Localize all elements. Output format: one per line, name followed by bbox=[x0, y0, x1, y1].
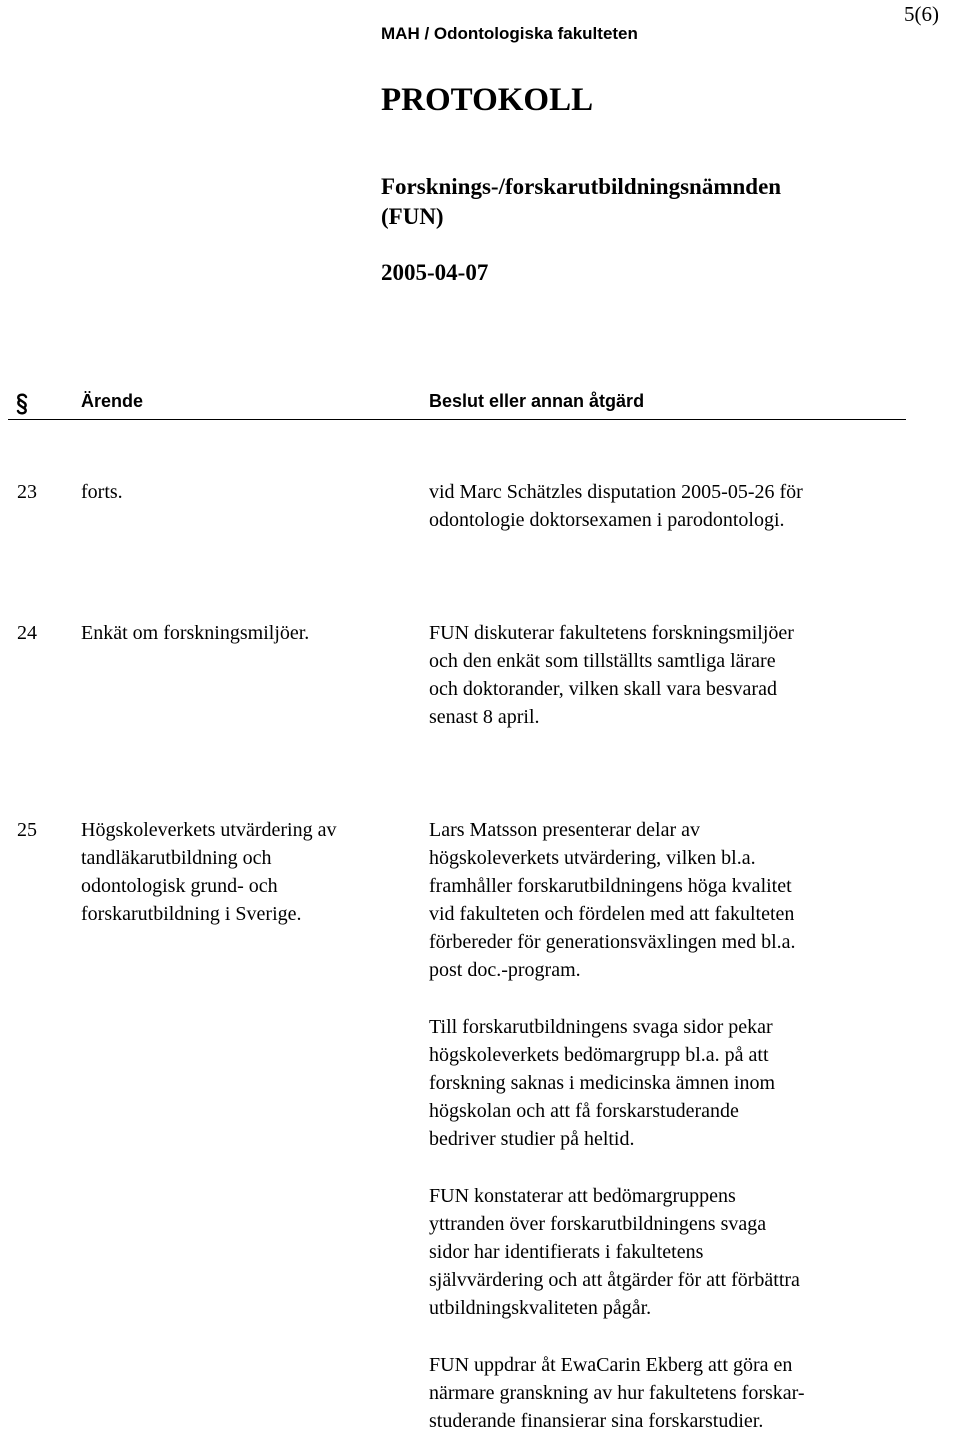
item-decision bbox=[429, 619, 949, 731]
decision-line: bedriver studier på heltid. bbox=[429, 1128, 635, 1150]
decision-line: och den enkät som tillställts samtliga lärare bbox=[429, 650, 776, 672]
document-title: PROTOKOLL bbox=[381, 82, 594, 118]
page-number: 5(6) bbox=[904, 2, 939, 26]
decision-line: forskning saknas i medicinska ämnen inom bbox=[429, 1072, 776, 1094]
item-subject bbox=[81, 478, 401, 506]
committee-name-line-2: (FUN) bbox=[381, 204, 444, 229]
item-subject-line: tandläkarutbildning och bbox=[81, 847, 272, 869]
item-subject bbox=[81, 816, 401, 928]
decision-line: framhåller forskarutbildningens höga kvalitet bbox=[429, 875, 792, 897]
decision-line: högskoleverkets utvärdering, vilken bl.a. bbox=[429, 847, 756, 869]
item-number: 24 bbox=[17, 622, 37, 644]
committee-name-line-1: Forsknings-/forskarutbildningsnämnden bbox=[381, 174, 782, 199]
decision-line: högskoleverkets bedömargrupp bl.a. på att bbox=[429, 1044, 769, 1066]
item-subject-line: odontologisk grund- och bbox=[81, 875, 278, 897]
decision-line: förbereder för generationsväxlingen med bl.a. bbox=[429, 931, 796, 953]
section-sign-icon bbox=[12, 393, 32, 415]
decision-line: FUN uppdrar åt EwaCarin Ekberg att göra en bbox=[429, 1354, 793, 1376]
item-subject-line: forts. bbox=[81, 481, 123, 503]
item-subject-line: forskarutbildning i Sverige. bbox=[81, 903, 302, 925]
decision-line: högskolan och att få forskarstuderande bbox=[429, 1100, 739, 1122]
item-decision-paragraph-2 bbox=[429, 1013, 949, 1153]
organization-name: MAH / Odontologiska fakulteten bbox=[381, 24, 638, 43]
decision-line: sidor har identifierats i fakultetens bbox=[429, 1241, 704, 1263]
column-header-decision: Beslut eller annan åtgärd bbox=[429, 391, 645, 411]
item-decision-paragraph-1 bbox=[429, 816, 949, 984]
decision-line: odontologie doktorsexamen i parodontologi. bbox=[429, 509, 785, 531]
item-subject-line: Enkät om forskningsmiljöer. bbox=[81, 622, 310, 644]
decision-line: utbildningskvaliteten pågår. bbox=[429, 1297, 652, 1319]
decision-line: studerande finansierar sina forskarstudier. bbox=[429, 1410, 764, 1432]
decision-line: vid Marc Schätzles disputation 2005-05-26 för bbox=[429, 481, 803, 503]
decision-line: och doktorander, vilken skall vara besvarad bbox=[429, 678, 777, 700]
meeting-date: 2005-04-07 bbox=[381, 260, 489, 285]
header-divider bbox=[8, 419, 906, 420]
column-header-subject: Ärende bbox=[81, 391, 144, 411]
item-decision-paragraph-4 bbox=[429, 1351, 949, 1435]
decision-line: yttranden över forskarutbildningens svaga bbox=[429, 1213, 767, 1235]
decision-line: Till forskarutbildningens svaga sidor pekar bbox=[429, 1016, 773, 1038]
item-subject-line: Högskoleverkets utvärdering av bbox=[81, 819, 337, 841]
decision-line: FUN diskuterar fakultetens forskningsmiljöer bbox=[429, 622, 794, 644]
item-decision-paragraph-3 bbox=[429, 1182, 949, 1322]
item-number: 25 bbox=[17, 819, 37, 841]
decision-line: självvärdering och att åtgärder för att förbättra bbox=[429, 1269, 800, 1291]
decision-line: FUN konstaterar att bedömargruppens bbox=[429, 1185, 736, 1207]
decision-line: vid fakulteten och fördelen med att fakulteten bbox=[429, 903, 795, 925]
item-decision bbox=[429, 478, 949, 534]
committee-name bbox=[381, 172, 781, 232]
item-number: 23 bbox=[17, 481, 37, 503]
decision-line: post doc.-program. bbox=[429, 959, 581, 981]
decision-line: närmare granskning av hur fakultetens forskar- bbox=[429, 1382, 805, 1404]
decision-line: Lars Matsson presenterar delar av bbox=[429, 819, 700, 841]
item-subject bbox=[81, 619, 401, 647]
decision-line: senast 8 april. bbox=[429, 706, 540, 728]
